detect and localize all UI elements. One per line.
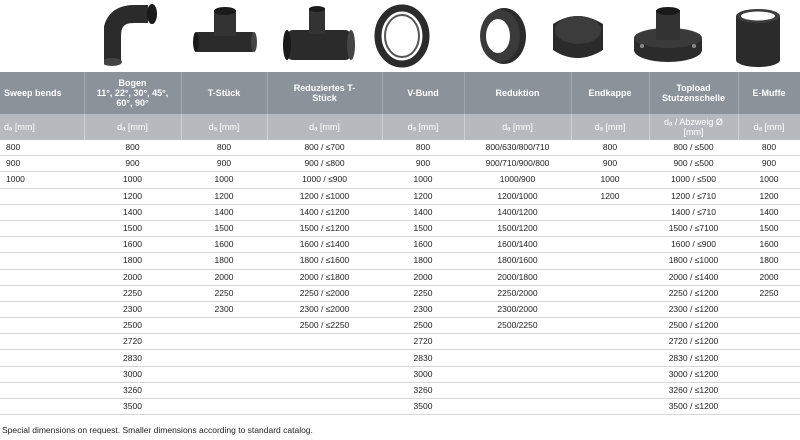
table-cell: 2300 — [84, 301, 181, 317]
table-cell: 1800 / ≤1000 — [649, 253, 738, 269]
table-cell — [0, 253, 84, 269]
table-row — [0, 140, 800, 156]
table-row — [0, 285, 800, 301]
table-cell: 1000 — [0, 172, 84, 188]
column-header: Topload Stutzenschelle — [649, 72, 738, 114]
unit-header: dₐ [mm] — [267, 114, 382, 140]
table-cell — [267, 382, 382, 398]
table-cell: 800 — [382, 140, 464, 156]
unit-header-row — [0, 114, 800, 140]
table-cell — [0, 350, 84, 366]
table-cell: 1200/1000 — [464, 188, 571, 204]
table-cell: 2250/2000 — [464, 285, 571, 301]
table-cell — [267, 350, 382, 366]
table-cell: 1500 — [181, 220, 267, 236]
table-cell: 2000/1800 — [464, 269, 571, 285]
table-cell: 2500 / ≤1200 — [649, 318, 738, 334]
table-cell: 1800 — [181, 253, 267, 269]
table-cell — [0, 301, 84, 317]
table-cell — [267, 366, 382, 382]
table-cell: 1000 — [738, 172, 800, 188]
table-cell — [0, 237, 84, 253]
table-row — [0, 318, 800, 334]
table-cell — [0, 269, 84, 285]
unit-header: dₐ [mm] — [464, 114, 571, 140]
table-cell — [267, 334, 382, 350]
table-cell: 900 — [84, 156, 181, 172]
table-cell: 2300 — [382, 301, 464, 317]
table-cell: 1500/1200 — [464, 220, 571, 236]
table-cell: 2000 / ≤1800 — [267, 269, 382, 285]
table-cell — [571, 204, 649, 220]
table-cell — [738, 382, 800, 398]
table-cell — [571, 399, 649, 415]
table-cell: 1200 / ≤1000 — [267, 188, 382, 204]
fitting-images-row — [0, 0, 800, 72]
table-cell: 2000 — [382, 269, 464, 285]
reducer-fitting-icon — [470, 2, 532, 68]
table-cell: 1600/1400 — [464, 237, 571, 253]
unit-header: dₐ [mm] — [0, 114, 84, 140]
sweep-bend-fitting-icon — [104, 2, 164, 68]
table-cell: 2500 / ≤2250 — [267, 318, 382, 334]
table-row — [0, 269, 800, 285]
electrofusion-coupler-icon — [732, 2, 784, 68]
table-cell: 1800 — [382, 253, 464, 269]
table-cell: 800 — [181, 140, 267, 156]
table-cell — [738, 301, 800, 317]
table-cell: 800 / ≤700 — [267, 140, 382, 156]
table-cell: 1000 — [382, 172, 464, 188]
table-cell: 3500 — [84, 399, 181, 415]
table-cell — [571, 220, 649, 236]
table-cell: 2250 — [382, 285, 464, 301]
table-cell — [0, 366, 84, 382]
table-cell: 2300 / ≤1200 — [649, 301, 738, 317]
table-cell: 1600 — [84, 237, 181, 253]
table-cell — [0, 285, 84, 301]
table-cell — [0, 382, 84, 398]
table-row — [0, 366, 800, 382]
table-row — [0, 301, 800, 317]
table-cell — [181, 382, 267, 398]
table-cell: 1600 — [181, 237, 267, 253]
table-cell — [464, 399, 571, 415]
table-cell: 2000 — [738, 269, 800, 285]
table-row — [0, 220, 800, 236]
reduced-t-piece-fitting-icon — [283, 2, 355, 68]
table-cell: 2250 / ≤1200 — [649, 285, 738, 301]
unit-header: dₐ [mm] — [382, 114, 464, 140]
table-cell: 1800/1600 — [464, 253, 571, 269]
topload-saddle-fitting-icon — [630, 2, 706, 68]
table-cell: 3500 / ≤1200 — [649, 399, 738, 415]
table-cell: 1200 / ≤710 — [649, 188, 738, 204]
table-cell — [0, 334, 84, 350]
table-cell: 2500 — [382, 318, 464, 334]
table-cell: 900 — [382, 156, 464, 172]
table-cell: 2830 — [84, 350, 181, 366]
table-cell: 1200 — [382, 188, 464, 204]
table-cell: 1500 — [382, 220, 464, 236]
table-cell — [571, 382, 649, 398]
table-cell — [738, 318, 800, 334]
table-cell: 1000/900 — [464, 172, 571, 188]
table-cell — [738, 399, 800, 415]
table-cell — [571, 318, 649, 334]
table-cell — [0, 204, 84, 220]
column-header: T-Stück — [181, 72, 267, 114]
table-row — [0, 172, 800, 188]
table-row — [0, 156, 800, 172]
table-cell: 2000 — [84, 269, 181, 285]
table-cell: 1600 / ≤1400 — [267, 237, 382, 253]
table-cell: 2000 — [181, 269, 267, 285]
column-header: Bogen 11°, 22°, 30°, 45°, 60°, 90° — [84, 72, 181, 114]
table-cell: 1800 / ≤1600 — [267, 253, 382, 269]
table-cell: 3000 / ≤1200 — [649, 366, 738, 382]
table-cell: 3000 — [382, 366, 464, 382]
table-row — [0, 237, 800, 253]
column-header: Reduktion — [464, 72, 571, 114]
table-cell: 1400 / ≤710 — [649, 204, 738, 220]
table-cell: 1400 / ≤1200 — [267, 204, 382, 220]
table-cell: 900 — [0, 156, 84, 172]
table-row — [0, 382, 800, 398]
table-cell: 1400 — [738, 204, 800, 220]
table-cell: 2300 — [181, 301, 267, 317]
unit-header: dₐ [mm] — [738, 114, 800, 140]
table-cell — [464, 382, 571, 398]
table-cell: 1000 — [571, 172, 649, 188]
table-cell: 1400 — [181, 204, 267, 220]
table-cell: 800 / ≤500 — [649, 140, 738, 156]
table-row — [0, 334, 800, 350]
table-cell: 1000 — [181, 172, 267, 188]
table-cell: 2300/2000 — [464, 301, 571, 317]
table-row — [0, 204, 800, 220]
table-row — [0, 350, 800, 366]
table-cell: 1800 — [738, 253, 800, 269]
footnote: Special dimensions on request. Smaller dimensions according to standard catalog. — [2, 425, 313, 435]
table-cell: 2830 — [382, 350, 464, 366]
table-cell: 2250 — [84, 285, 181, 301]
table-cell: 3260 — [382, 382, 464, 398]
table-cell: 1400 — [84, 204, 181, 220]
v-flange-ring-icon — [372, 2, 432, 68]
table-cell: 1000 — [84, 172, 181, 188]
table-cell: 900/710/900/800 — [464, 156, 571, 172]
table-cell — [464, 350, 571, 366]
table-cell — [181, 318, 267, 334]
table-cell: 1500 / ≤1200 — [267, 220, 382, 236]
table-cell — [181, 334, 267, 350]
table-cell: 1600 — [382, 237, 464, 253]
table-cell: 3260 / ≤1200 — [649, 382, 738, 398]
table-cell: 800 — [571, 140, 649, 156]
unit-header: dₐ [mm] — [571, 114, 649, 140]
table-cell — [571, 366, 649, 382]
table-row — [0, 253, 800, 269]
table-cell — [267, 399, 382, 415]
table-cell — [571, 334, 649, 350]
table-cell — [0, 318, 84, 334]
column-header-row — [0, 72, 800, 114]
table-cell: 1200 — [84, 188, 181, 204]
column-header: Sweep bends — [0, 72, 84, 114]
end-cap-fitting-icon — [545, 2, 609, 68]
table-cell: 2500/2250 — [464, 318, 571, 334]
table-cell — [464, 366, 571, 382]
table-cell: 800 — [0, 140, 84, 156]
table-cell: 2720 — [84, 334, 181, 350]
table-cell — [0, 188, 84, 204]
table-cell: 1400/1200 — [464, 204, 571, 220]
table-cell: 1500 / ≤7100 — [649, 220, 738, 236]
table-cell: 900 / ≤500 — [649, 156, 738, 172]
table-cell: 800/630/800/710 — [464, 140, 571, 156]
table-row — [0, 188, 800, 204]
table-cell: 2250 — [181, 285, 267, 301]
table-cell — [571, 350, 649, 366]
table-cell — [738, 350, 800, 366]
table-cell: 2720 — [382, 334, 464, 350]
table-cell: 3260 — [84, 382, 181, 398]
table-cell: 2500 — [84, 318, 181, 334]
table-cell: 3000 — [84, 366, 181, 382]
table-cell: 1200 — [738, 188, 800, 204]
table-cell — [0, 399, 84, 415]
table-cell: 1200 — [181, 188, 267, 204]
dimension-table — [0, 72, 800, 415]
table-cell: 900 — [571, 156, 649, 172]
table-cell: 3500 — [382, 399, 464, 415]
table-cell — [571, 253, 649, 269]
table-cell — [181, 366, 267, 382]
unit-header: dₐ / Abzweig Ø [mm] — [649, 114, 738, 140]
table-cell: 2720 / ≤1200 — [649, 334, 738, 350]
column-header: Reduziertes T- Stück — [267, 72, 382, 114]
table-cell: 1600 — [738, 237, 800, 253]
table-cell: 2250 — [738, 285, 800, 301]
table-cell: 2300 / ≤2000 — [267, 301, 382, 317]
table-cell: 900 — [181, 156, 267, 172]
table-cell — [181, 399, 267, 415]
table-cell: 1500 — [738, 220, 800, 236]
table-cell: 800 — [84, 140, 181, 156]
table-row — [0, 399, 800, 415]
column-header: Endkappe — [571, 72, 649, 114]
table-cell: 1000 / ≤900 — [267, 172, 382, 188]
table-cell: 1000 / ≤500 — [649, 172, 738, 188]
table-cell: 1500 — [84, 220, 181, 236]
table-cell: 2250 / ≤2000 — [267, 285, 382, 301]
table-cell — [571, 269, 649, 285]
table-cell — [738, 366, 800, 382]
table-cell — [738, 334, 800, 350]
unit-header: dₐ [mm] — [84, 114, 181, 140]
table-cell: 2000 / ≤1400 — [649, 269, 738, 285]
table-cell — [571, 237, 649, 253]
unit-header: dₐ [mm] — [181, 114, 267, 140]
table-cell: 800 — [738, 140, 800, 156]
column-header: E-Muffe — [738, 72, 800, 114]
table-cell — [571, 285, 649, 301]
table-cell: 1800 — [84, 253, 181, 269]
column-header: V-Bund — [382, 72, 464, 114]
table-cell — [181, 350, 267, 366]
table-cell — [0, 220, 84, 236]
table-cell — [464, 334, 571, 350]
table-cell: 900 / ≤800 — [267, 156, 382, 172]
table-body — [0, 140, 800, 415]
table-cell: 1200 — [571, 188, 649, 204]
table-cell — [571, 301, 649, 317]
table-cell: 2830 / ≤1200 — [649, 350, 738, 366]
t-piece-fitting-icon — [192, 2, 258, 66]
table-cell: 1400 — [382, 204, 464, 220]
table-cell: 900 — [738, 156, 800, 172]
table-cell: 1600 / ≤900 — [649, 237, 738, 253]
